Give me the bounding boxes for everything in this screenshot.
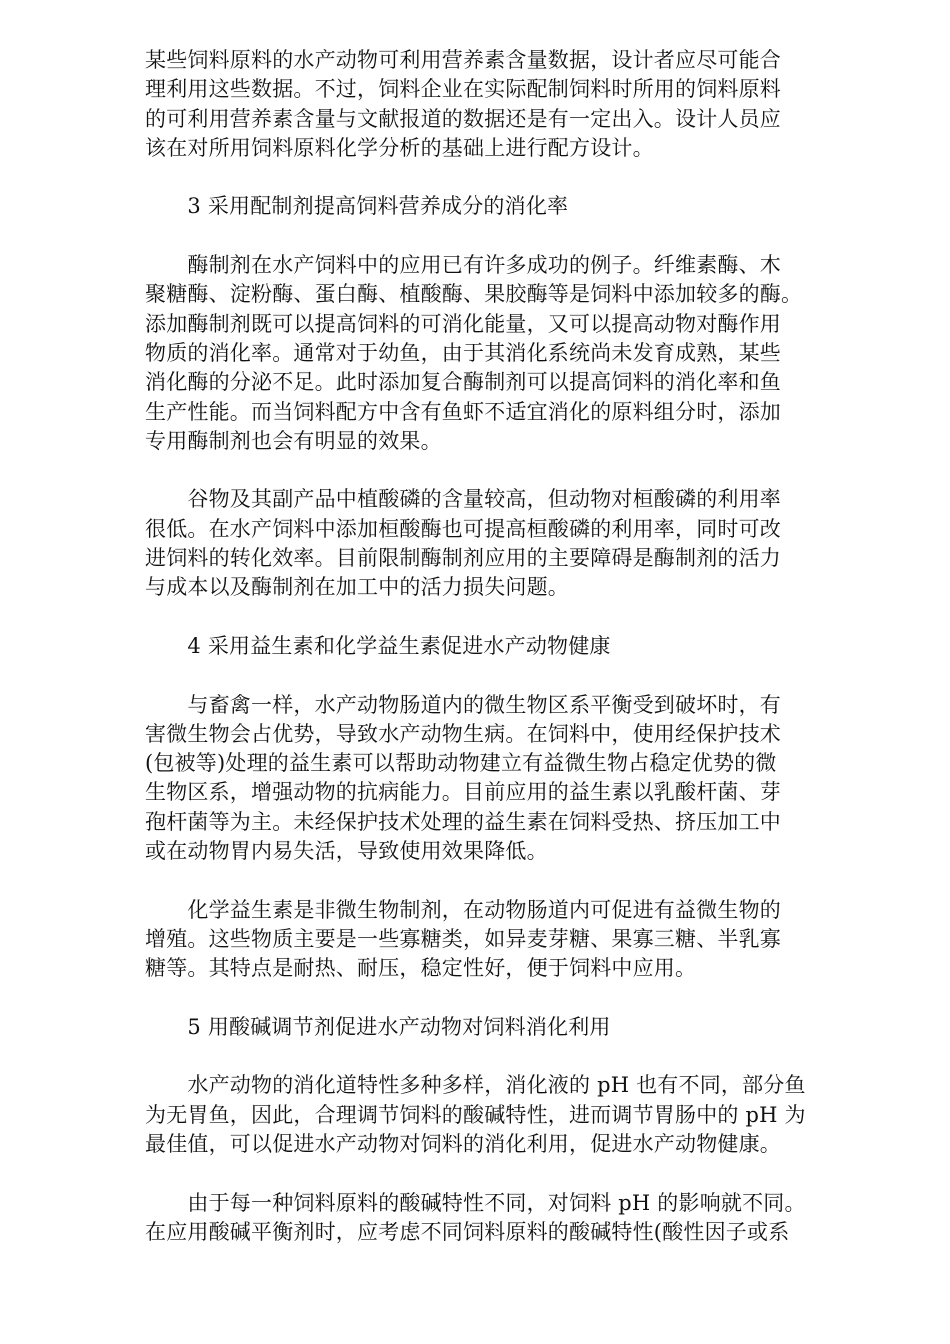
paragraph-gap — [145, 1159, 875, 1188]
paragraph-gap — [145, 163, 875, 192]
text-line: 害微生物会占优势，导致水产动物生病。在饲料中，使用经保护技术 — [145, 721, 781, 746]
paragraph-gap — [145, 866, 875, 895]
text-line: 很低。在水产饲料中添加桓酸酶也可提高桓酸磷的利用率，同时可改 — [145, 516, 781, 541]
text-line: 进饲料的转化效率。目前限制酶制剂应用的主要障碍是酶制剂的活力 — [145, 546, 781, 571]
text-line: 生产性能。而当饲料配方中含有鱼虾不适宜消化的原料组分时，添加 — [145, 399, 781, 424]
text-line: 孢杆菌等为主。未经保护技术处理的益生素在饲料受热、挤压加工中 — [145, 809, 781, 834]
text-line: 增殖。这些物质主要是一些寡糖类，如异麦芽糖、果寡三糖、半乳寡 — [145, 926, 781, 951]
paragraph-gap — [145, 222, 875, 251]
text-line: 与畜禽一样，水产动物肠道内的微生物区系平衡受到破坏时，有 — [145, 692, 781, 717]
text-line: 或在动物胃内易失活，导致使用效果降低。 — [145, 839, 548, 864]
text-line: 与成本以及酶制剂在加工中的活力损失问题。 — [145, 575, 569, 600]
text-line: 理利用这些数据。不过，饲料企业在实际配制饲料时所用的饲料原料 — [145, 77, 781, 102]
text-line: 糖等。其特点是耐热、耐压，稳定性好，便于饲料中应用。 — [145, 956, 697, 981]
text-line: 聚糖酶、淀粉酶、蛋白酶、植酸酶、果胶酶等是饲料中添加较多的酶。 — [145, 282, 803, 307]
paragraph-gap — [145, 456, 875, 485]
text-line: 化学益生素是非微生物制剂，在动物肠道内可促进有益微生物的 — [145, 897, 781, 922]
text-line: 的可利用营养素含量与文献报道的数据还是有一定出入。设计人员应 — [145, 106, 781, 131]
text-line: 该在对所用饲料原料化学分析的基础上进行配方设计。 — [145, 135, 654, 160]
text-line: 某些饲料原料的水产动物可利用营养素含量数据，设计者应尽可能合 — [145, 48, 781, 72]
paragraph-gap — [145, 603, 875, 632]
text-line: 为无胃鱼，因此，合理调节饲料的酸碱特性，进而调节胃肠中的 pH 为 — [145, 1102, 806, 1127]
text-line: 消化酶的分泌不足。此时添加复合酶制剂可以提高饲料的消化率和鱼 — [145, 370, 781, 395]
paragraph-gap — [145, 1042, 875, 1071]
section-heading-3: 3 采用配制剂提高饲料营养成分的消化率 — [145, 194, 569, 219]
text-line: 生物区系，增强动物的抗病能力。目前应用的益生素以乳酸杆菌、芽 — [145, 780, 781, 805]
paragraph-gap — [145, 984, 875, 1013]
text-line: (包被等)处理的益生素可以帮助动物建立有益微生物占稳定优势的微 — [145, 751, 777, 776]
text-line: 添加酶制剂既可以提高饲料的可消化能量，又可以提高动物对酶作用 — [145, 311, 781, 336]
section-heading-4: 4 采用益生素和化学益生素促进水产动物健康 — [145, 633, 611, 658]
text-line: 酶制剂在水产饲料中的应用已有许多成功的例子。纤维素酶、木 — [145, 253, 781, 278]
section-heading-5: 5 用酸碱调节剂促进水产动物对饲料消化利用 — [145, 1014, 611, 1039]
text-line: 专用酶制剂也会有明显的效果。 — [145, 428, 442, 453]
text-line: 水产动物的消化道特性多种多样，消化液的 pH 也有不同，部分鱼 — [145, 1073, 806, 1098]
paragraph-gap — [145, 661, 875, 690]
text-line: 物质的消化率。通常对于幼鱼，由于其消化系统尚未发育成熟，某些 — [145, 340, 781, 365]
text-line: 谷物及其副产品中植酸磷的含量较高，但动物对桓酸磷的利用率 — [145, 487, 781, 512]
text-line: 最佳值，可以促进水产动物对饲料的消化利用，促进水产动物健康。 — [145, 1131, 781, 1156]
document-page — [145, 46, 875, 1247]
text-line: 由于每一种饲料原料的酸碱特性不同，对饲料 pH 的影响就不同。 — [145, 1190, 806, 1215]
text-line: 在应用酸碱平衡剂时，应考虑不同饲料原料的酸碱特性(酸性因子或系 — [145, 1219, 790, 1244]
